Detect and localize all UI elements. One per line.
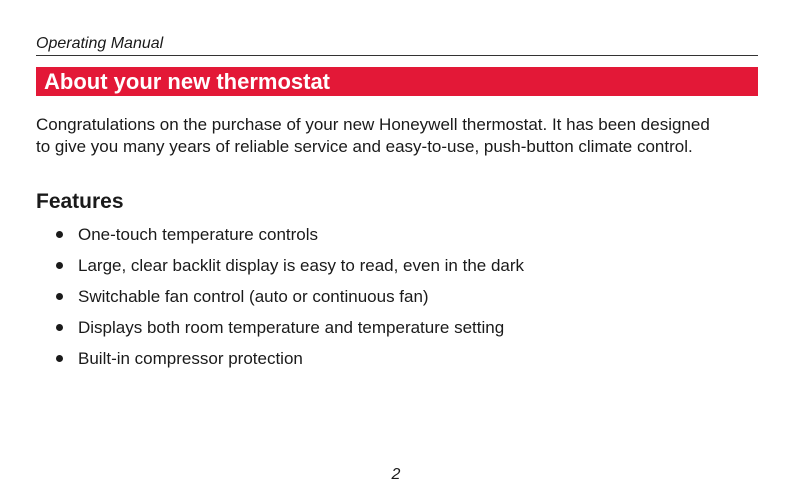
bullet-icon [56, 324, 63, 331]
list-item [56, 224, 736, 255]
feature-text: One-touch temperature controls [78, 225, 319, 244]
features-heading: Features [36, 190, 124, 213]
intro-paragraph: Congratulations on the purchase of your new Honeywell thermostat. It has been designed to give you many years of reliable service and easy-to-use, push-button climate control. [36, 115, 710, 156]
bullet-icon [56, 231, 63, 238]
feature-text: Large, clear backlit display is easy to read, even in the dark [78, 256, 525, 275]
page-number: 2 [391, 466, 401, 483]
features-list [56, 224, 736, 379]
bullet-icon [56, 293, 63, 300]
bullet-icon [56, 262, 63, 269]
section-title: About your new thermostat [44, 69, 331, 94]
feature-text: Built-in compressor protection [78, 349, 303, 368]
list-item [56, 255, 736, 286]
section-title-bar [36, 67, 758, 96]
feature-text: Switchable fan control (auto or continuous fan) [78, 287, 429, 306]
feature-text: Displays both room temperature and temperature setting [78, 318, 505, 337]
list-item [56, 317, 736, 348]
list-item [56, 286, 736, 317]
manual-title: Operating Manual [36, 35, 164, 52]
document-header [36, 35, 758, 56]
list-item [56, 348, 736, 379]
bullet-icon [56, 355, 63, 362]
